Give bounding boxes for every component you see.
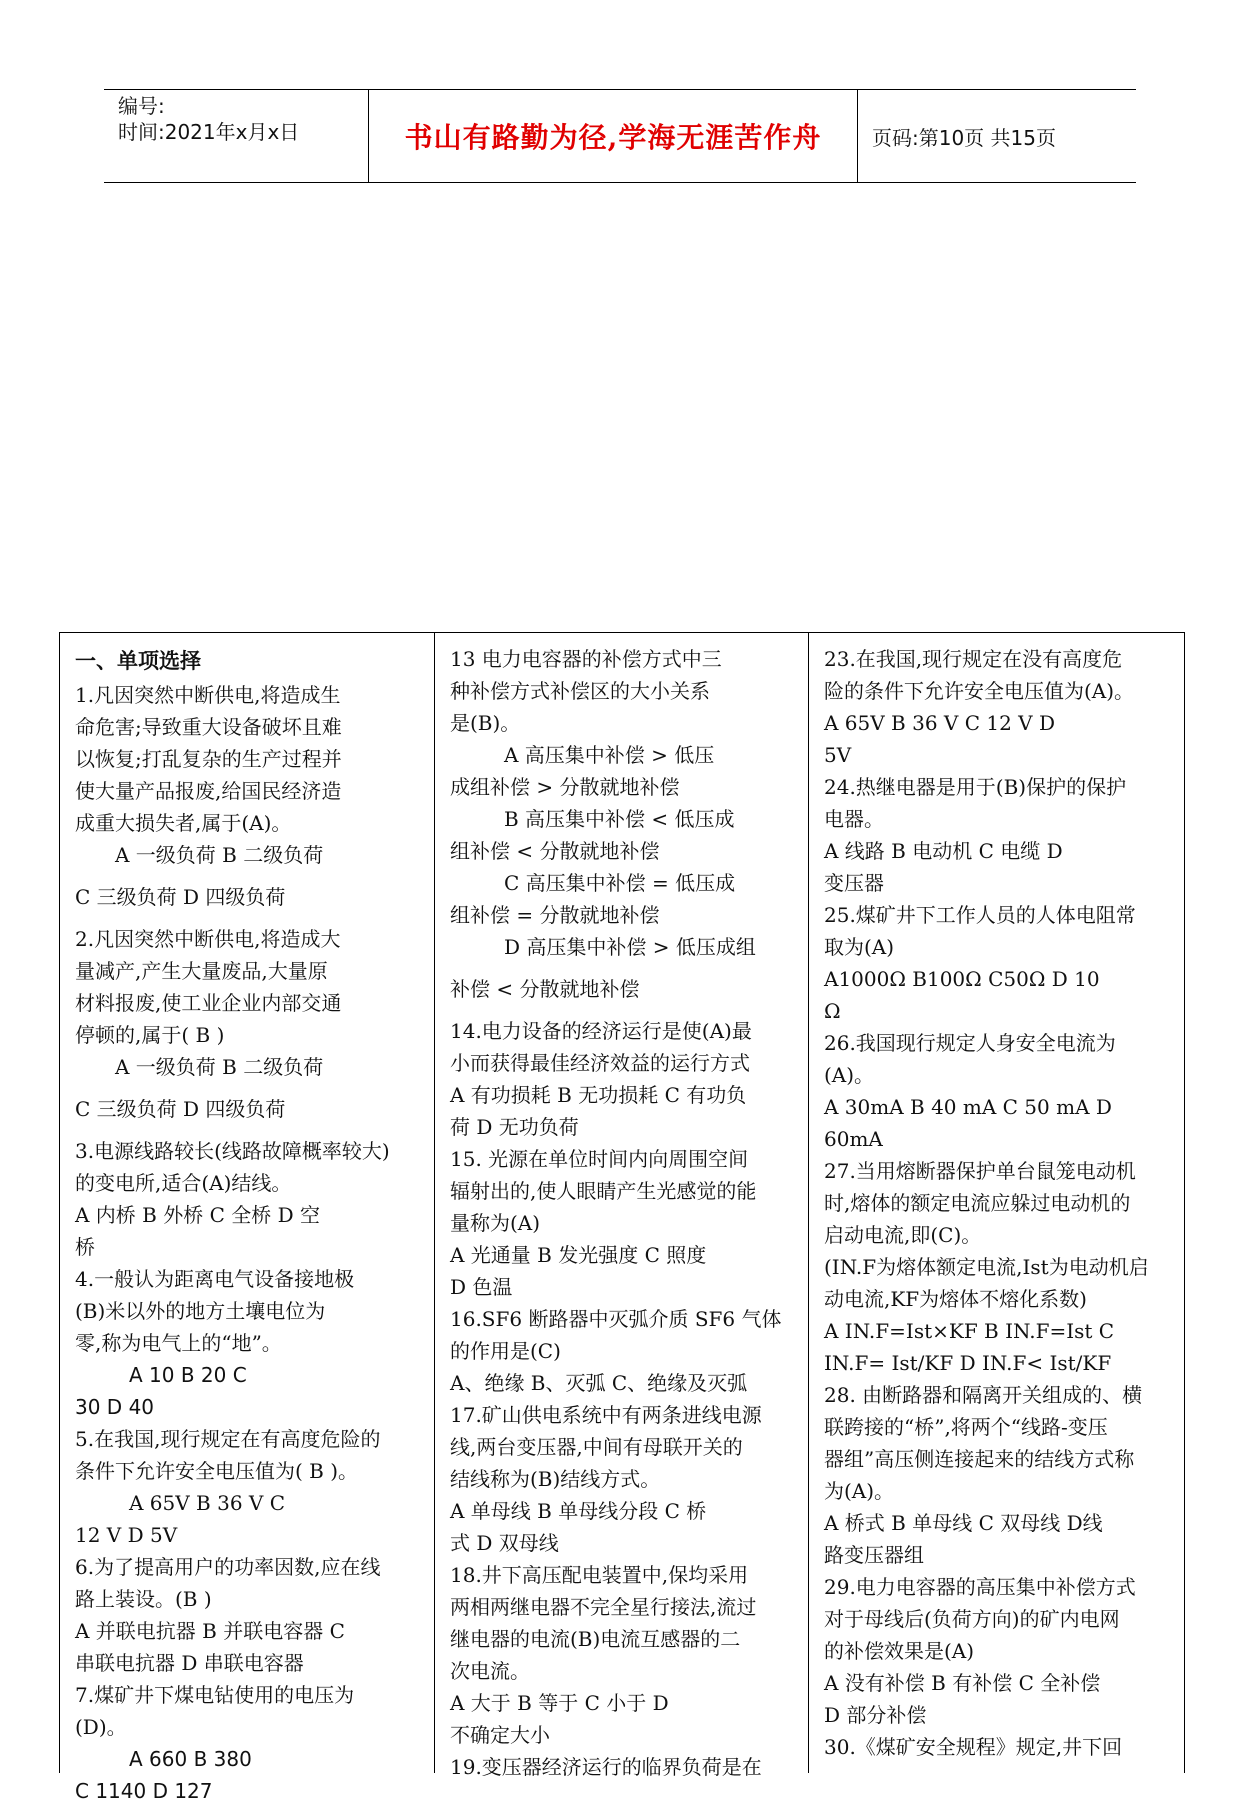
question-line: 种补偿方式补偿区的大小关系 [450, 679, 710, 703]
option-line: 60mA [824, 1127, 883, 1151]
option-line: A 并联电抗器 B 并联电容器 C [75, 1619, 345, 1643]
option-line: C 三级负荷 D 四级负荷 [75, 885, 286, 909]
question-line: (B)米以外的地方土壤电位为 [75, 1299, 326, 1323]
question-line: 13 电力电容器的补偿方式中三 [450, 647, 722, 671]
question-column-3 [809, 633, 1183, 1773]
serial-label: 编号: [118, 94, 165, 118]
question-line: 小而获得最佳经济效益的运行方式 [450, 1051, 750, 1075]
question-line: 3.电源线路较长(线路故障概率较大) [75, 1139, 390, 1163]
question-line: 1.凡因突然中断供电,将造成生 [75, 683, 341, 707]
question-line: 18.井下高压配电装置中,保均采用 [450, 1563, 749, 1587]
question-line: 量称为(A) [450, 1211, 541, 1235]
question-line: 取为(A) [824, 935, 895, 959]
question-line: 15. 光源在单位时间内向周围空间 [450, 1147, 749, 1171]
option-line: A 高压集中补偿 > 低压 [504, 743, 715, 767]
question-line: 14.电力设备的经济运行是使(A)最 [450, 1019, 752, 1043]
option-line: 桥 [75, 1235, 95, 1259]
question-line: 结线称为(B)结线方式。 [450, 1467, 661, 1491]
option-line: C 1140 D 127 [75, 1779, 213, 1803]
time-label: 时间:2021年x月x日 [118, 120, 300, 144]
option-line: A 内桥 B 外桥 C 全桥 D 空 [75, 1203, 320, 1227]
question-line: 两相两继电器不完全星行接法,流过 [450, 1595, 757, 1619]
question-line: 次电流。 [450, 1659, 530, 1683]
question-line: (D)。 [75, 1715, 127, 1739]
question-line: 对于母线后(负荷方向)的矿内电网 [824, 1607, 1120, 1631]
question-line: 19.变压器经济运行的临界负荷是在 [450, 1755, 762, 1779]
option-line: A 10 B 20 C [129, 1363, 247, 1387]
question-line: 以恢复;打乱复杂的生产过程并 [75, 747, 342, 771]
header-meta-cell [104, 90, 369, 182]
option-line: A 桥式 B 单母线 C 双母线 D线 [824, 1511, 1103, 1535]
option-line: A 有功损耗 B 无功损耗 C 有功负 [450, 1083, 747, 1107]
option-line: 串联电抗器 D 串联电容器 [75, 1651, 304, 1675]
question-line: 的补偿效果是(A) [824, 1639, 975, 1663]
motto: 书山有路勤为径,学海无涯苦作舟 [404, 121, 822, 154]
column-3-content [824, 643, 1171, 1763]
option-line: 5V [824, 743, 852, 767]
option-line: B 高压集中补偿 < 低压成 [504, 807, 735, 831]
option-line: C 三级负荷 D 四级负荷 [75, 1097, 286, 1121]
option-line: A 一级负荷 B 二级负荷 [115, 843, 324, 867]
question-line: (IN.F为熔体额定电流,Ist为电动机启 [824, 1255, 1149, 1279]
question-line: 24.热继电器是用于(B)保护的保护 [824, 775, 1127, 799]
question-line: 7.煤矿井下煤电钻使用的电压为 [75, 1683, 355, 1707]
option-line: A 一级负荷 B 二级负荷 [115, 1055, 324, 1079]
question-line: 30.《煤矿安全规程》规定,井下回 [824, 1735, 1123, 1759]
option-line: A1000Ω B100Ω C50Ω D 10 [824, 967, 1100, 991]
question-line: 动电流,KF为熔体不熔化系数) [824, 1287, 1087, 1311]
question-line: 启动电流,即(C)。 [824, 1223, 982, 1247]
question-line: 29.电力电容器的高压集中补偿方式 [824, 1575, 1136, 1599]
question-line: 命危害;导致重大设备破坏且难 [75, 715, 342, 739]
question-line: 23.在我国,现行规定在没有高度危 [824, 647, 1123, 671]
question-line: 联跨接的“桥”,将两个“线路-变压 [824, 1415, 1108, 1439]
header-page-cell [858, 90, 1136, 182]
question-line: 的作用是(C) [450, 1339, 561, 1363]
option-line: D 高压集中补偿 > 低压成组 [504, 935, 756, 959]
option-line: IN.F= Ist/KF D IN.F< Ist/KF [824, 1351, 1112, 1375]
question-line: 器组”高压侧连接起来的结线方式称 [824, 1447, 1135, 1471]
question-line: 电器。 [824, 807, 884, 831]
option-line: D 色温 [450, 1275, 513, 1299]
option-line: A 660 B 380 [129, 1747, 252, 1771]
option-line: 式 D 双母线 [450, 1531, 559, 1555]
option-line: 不确定大小 [450, 1723, 550, 1747]
section-title: 一、单项选择 [75, 648, 201, 673]
option-line: A 65V B 36 V C [129, 1491, 286, 1515]
question-line: 辐射出的,使人眼睛产生光感觉的能 [450, 1179, 757, 1203]
option-line: 组补偿 = 分散就地补偿 [450, 903, 660, 927]
option-line: Ω [824, 999, 841, 1023]
question-line: 材料报废,使工业企业内部交通 [75, 991, 342, 1015]
question-line: 继电器的电流(B)电流互感器的二 [450, 1627, 741, 1651]
option-line: A 65V B 36 V C 12 V D [824, 711, 1056, 735]
question-line: 25.煤矿井下工作人员的人体电阻常 [824, 903, 1136, 927]
question-line: 条件下允许安全电压值为( B )。 [75, 1459, 359, 1483]
option-line: A 光通量 B 发光强度 C 照度 [450, 1243, 707, 1267]
option-line: 组补偿 < 分散就地补偿 [450, 839, 660, 863]
question-line: 4.一般认为距离电气设备接地极 [75, 1267, 355, 1291]
question-line: 27.当用熔断器保护单台鼠笼电动机 [824, 1159, 1136, 1183]
question-line: 是(B)。 [450, 711, 521, 735]
question-line: 2.凡因突然中断供电,将造成大 [75, 927, 341, 951]
question-line: 28. 由断路器和隔离开关组成的、横 [824, 1383, 1143, 1407]
header-motto-cell [369, 90, 858, 182]
option-line: 变压器 [824, 871, 884, 895]
column-1-content [75, 643, 422, 1807]
option-line: 成组补偿 > 分散就地补偿 [450, 775, 680, 799]
question-line: 时,熔体的额定电流应躲过电动机的 [824, 1191, 1131, 1215]
question-line: 为(A)。 [824, 1479, 895, 1503]
option-line: A 30mA B 40 mA C 50 mA D [824, 1095, 1112, 1119]
option-line: C 高压集中补偿 = 低压成 [504, 871, 736, 895]
option-line: A、绝缘 B、灭弧 C、绝缘及灭弧 [450, 1371, 748, 1395]
question-line: 零,称为电气上的“地”。 [75, 1331, 282, 1355]
question-line: 停顿的,属于( B ) [75, 1023, 225, 1047]
option-line: A 大于 B 等于 C 小于 D [450, 1691, 669, 1715]
option-line: A 没有补偿 B 有补偿 C 全补偿 [824, 1671, 1101, 1695]
question-line: 16.SF6 断路器中灭弧介质 SF6 气体 [450, 1307, 782, 1331]
option-line: 30 D 40 [75, 1395, 155, 1419]
question-line: 成重大损失者,属于(A)。 [75, 811, 292, 835]
question-line: 险的条件下允许安全电压值为(A)。 [824, 679, 1135, 703]
question-column-1 [60, 633, 435, 1803]
column-2-content [450, 643, 796, 1783]
option-line: 补偿 < 分散就地补偿 [450, 977, 640, 1001]
question-column-2 [435, 633, 809, 1779]
option-line: A 线路 B 电动机 C 电缆 D [824, 839, 1063, 863]
question-line: 的变电所,适合(A)结线。 [75, 1171, 292, 1195]
option-line: 12 V D 5V [75, 1523, 178, 1547]
question-line: 路上装设。(B ) [75, 1587, 212, 1611]
question-table [59, 632, 1185, 1803]
question-line: 量减产,产生大量废品,大量原 [75, 959, 328, 983]
page-code: 页码:第10页 共15页 [872, 125, 1056, 150]
question-line: 6.为了提高用户的功率因数,应在线 [75, 1555, 381, 1579]
question-line: 5.在我国,现行规定在有高度危险的 [75, 1427, 381, 1451]
question-line: 17.矿山供电系统中有两条进线电源 [450, 1403, 762, 1427]
page-header [104, 89, 1136, 183]
question-line: 线,两台变压器,中间有母联开关的 [450, 1435, 743, 1459]
question-line: (A)。 [824, 1063, 875, 1087]
question-line: 使大量产品报废,给国民经济造 [75, 779, 342, 803]
option-line: 路变压器组 [824, 1543, 924, 1567]
option-line: D 部分补偿 [824, 1703, 927, 1727]
option-line: 荷 D 无功负荷 [450, 1115, 579, 1139]
question-line: 26.我国现行规定人身安全电流为 [824, 1031, 1116, 1055]
option-line: A 单母线 B 单母线分段 C 桥 [450, 1499, 707, 1523]
option-line: A IN.F=Ist×KF B IN.F=Ist C [824, 1319, 1115, 1343]
